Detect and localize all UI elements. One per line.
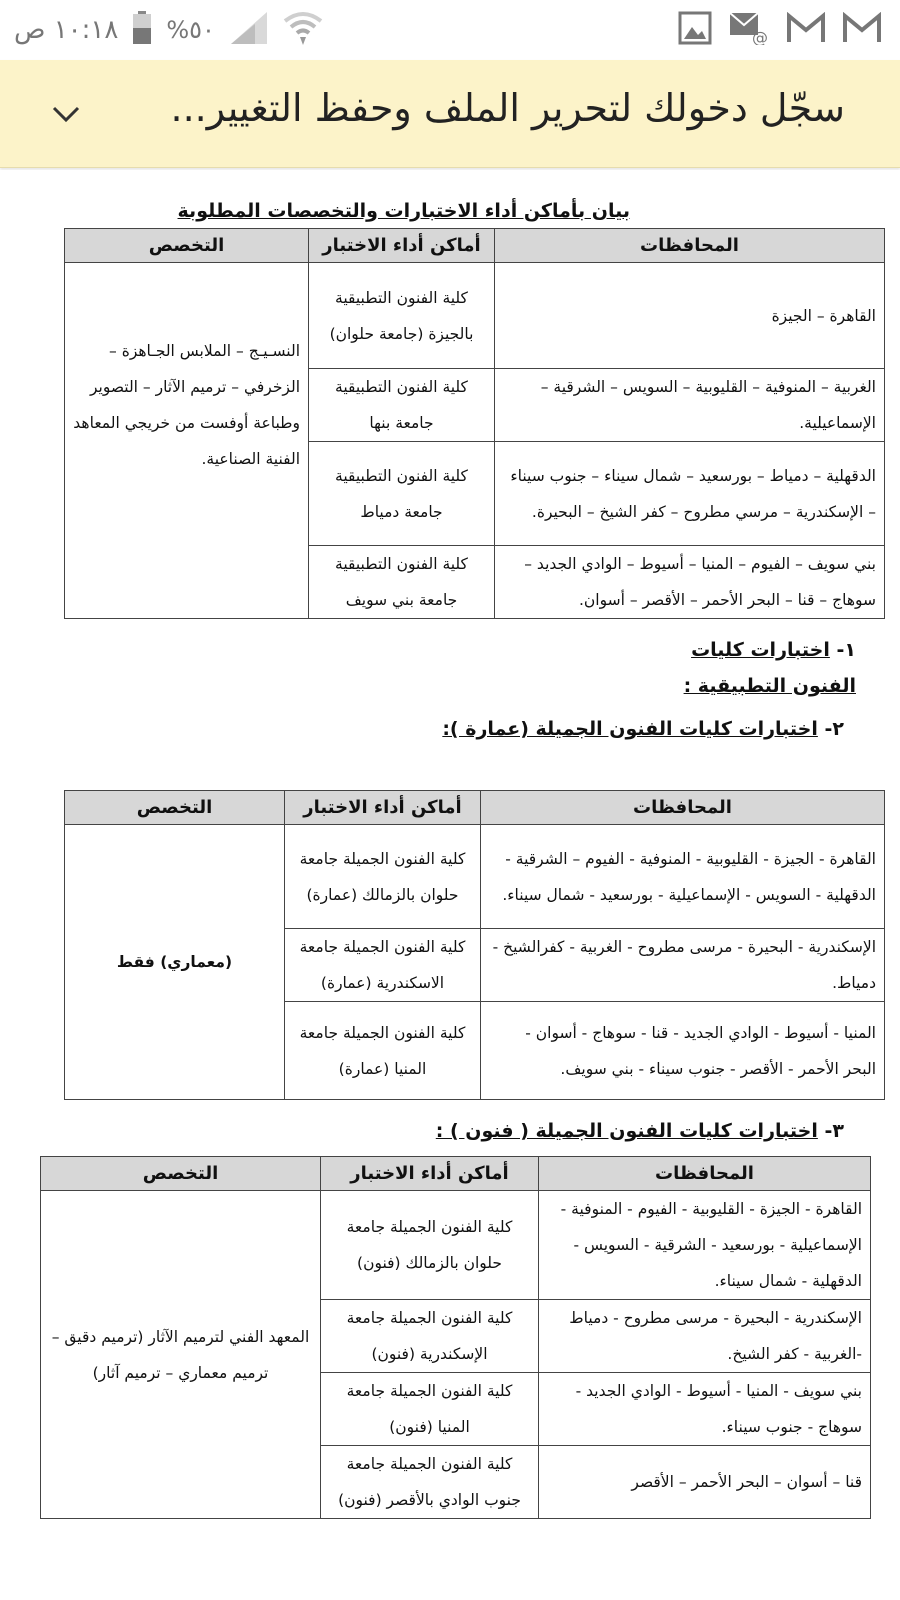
governorates-cell: الإسكندرية - البحيرة - مرسى مطروح - دمياط -الغربية - كفر الشيخ.	[539, 1300, 871, 1373]
table-header-row	[65, 791, 885, 825]
exam-place-cell: كلية الفنون الجميلة جامعة المنيا (فنون)	[321, 1373, 539, 1446]
battery-icon	[132, 11, 152, 49]
status-bar	[0, 0, 900, 60]
exam-place-cell: كلية الفنون التطبيقية جامعة دمياط	[309, 442, 495, 546]
governorates-cell: بني سويف – الفيوم – المنيا – أسيوط – الوادي الجديد – سوهاج – قنا – البحر الأحمر – الأقصر – أسوان.	[495, 546, 885, 619]
status-left	[14, 10, 323, 50]
clock: ١٠:١٨ ص	[14, 15, 119, 45]
governorates-cell: بني سويف - المنيا - أسيوط - الوادي الجديد - سوهاج - جنوب سيناء.	[539, 1373, 871, 1446]
exam-place-cell: كلية الفنون الجميلة جامعة الاسكندرية (عمارة)	[285, 929, 481, 1002]
svg-text:@: @	[752, 28, 768, 45]
exam-place-cell: كلية الفنون التطبيقية بالجيزة (جامعة حلوان)	[309, 263, 495, 369]
specialization-cell: (معماري) فقط	[65, 825, 285, 1100]
exam-place-cell: كلية الفنون التطبيقية جامعة بني سويف	[309, 546, 495, 619]
governorates-cell: المنيا - أسيوط - الوادي الجديد - قنا - سوهاج - أسوان - البحر الأحمر - الأقصر - جنوب سيناء - بني سويف.	[481, 1002, 885, 1100]
document-title: بيان بأماكن أداء الاختبارات والتخصصات المطلوبة	[177, 200, 630, 222]
governorates-cell: القاهرة - الجيزة - القليوبية - الفيوم - المنوفية - الإسماعيلية - بورسعيد - الشرقية - السويس - الدقهلية - شمال سيناء.	[539, 1191, 871, 1300]
section-2-heading	[442, 718, 844, 740]
header-specialization: التخصص	[41, 1157, 321, 1191]
section-3-number: ٣-	[824, 1120, 844, 1142]
governorates-cell: الإسكندرية - البحيرة - مرسى مطروح - الغربية - كفرالشيخ - دمياط.	[481, 929, 885, 1002]
header-exam-places: أماكن أداء الاختبار	[285, 791, 481, 825]
exam-place-cell: كلية الفنون الجميلة جامعة حلوان بالزمالك (عمارة)	[285, 825, 481, 929]
table-row	[65, 263, 885, 369]
section-1-number: ١-	[836, 639, 856, 661]
header-exam-places: أماكن أداء الاختبار	[321, 1157, 539, 1191]
exam-place-cell: كلية الفنون الجميلة جامعة حلوان بالزمالك (فنون)	[321, 1191, 539, 1300]
section-1-heading	[656, 632, 856, 704]
table-row	[41, 1191, 871, 1300]
header-governorates: المحافظات	[539, 1157, 871, 1191]
table-applied-arts	[64, 228, 885, 619]
header-governorates: المحافظات	[481, 791, 885, 825]
governorates-cell: القاهرة – الجيزة	[495, 263, 885, 369]
governorates-cell: الدقهلية – دمياط – بورسعيد – شمال سيناء – جنوب سيناء – الإسكندرية – مرسي مطروح – كفر الشيخ – البحيرة.	[495, 442, 885, 546]
section-3-text: اختبارات كليات الفنون الجميلة ( فنون ) :	[435, 1120, 818, 1142]
status-right	[678, 8, 882, 52]
table-header-row	[65, 229, 885, 263]
document-page	[0, 170, 900, 1600]
wifi-icon	[283, 9, 323, 51]
specialization-cell: النسـيـج – الملابس الجـاهزة – الزخرفي – ترميم الآثار – التصوير وطباعة أوفست من خريجي المعاهد الفنية الصناعية.	[65, 263, 309, 619]
table-fine-arts-arts	[40, 1156, 871, 1519]
table-row	[65, 825, 885, 929]
governorates-cell: الغربية – المنوفية – القليوبية – السويس – الشرقية – الإسماعيلية.	[495, 369, 885, 442]
section-2-number: ٢-	[824, 718, 844, 740]
battery-percent: %٥٠	[166, 16, 215, 44]
signal-icon	[229, 10, 269, 50]
governorates-cell: القاهرة - الجيزة - القليوبية - المنوفية - الفيوم – الشرقية - الدقهلية - السويس - الإسماعيلية - بورسعيد - شمال سيناء.	[481, 825, 885, 929]
section-3-heading	[436, 1120, 844, 1142]
header-governorates: المحافظات	[495, 229, 885, 263]
login-banner[interactable]	[0, 60, 900, 168]
section-2-text: اختبارات كليات الفنون الجميلة (عمارة ):	[442, 718, 818, 740]
gmail-icon	[786, 12, 826, 48]
exam-place-cell: كلية الفنون الجميلة جامعة المنيا (عمارة)	[285, 1002, 481, 1100]
login-banner-text: سجّل دخولك لتحرير الملف وحفظ التغيير...	[170, 86, 845, 130]
email-icon	[728, 11, 770, 49]
header-specialization: التخصص	[65, 229, 309, 263]
chevron-down-icon[interactable]	[48, 96, 84, 132]
exam-place-cell: كلية الفنون الجميلة جامعة جنوب الوادي بالأقصر (فنون)	[321, 1446, 539, 1519]
table-fine-arts-architecture	[64, 790, 885, 1100]
exam-place-cell: كلية الفنون الجميلة جامعة الإسكندرية (فنون)	[321, 1300, 539, 1373]
header-exam-places: أماكن أداء الاختبار	[309, 229, 495, 263]
section-1-text: اختبارات كليات الفنون التطبيقية :	[683, 639, 856, 697]
table-header-row	[41, 1157, 871, 1191]
specialization-cell: المعهد الفني لترميم الآثار (ترميم دقيق – ترميم معماري – ترميم آثار)	[41, 1191, 321, 1519]
exam-place-cell: كلية الفنون التطبيقية جامعة بنها	[309, 369, 495, 442]
gallery-icon	[678, 11, 712, 49]
header-specialization: التخصص	[65, 791, 285, 825]
gmail-icon	[842, 12, 882, 48]
governorates-cell: قنا – أسوان – البحر الأحمر – الأقصر	[539, 1446, 871, 1519]
